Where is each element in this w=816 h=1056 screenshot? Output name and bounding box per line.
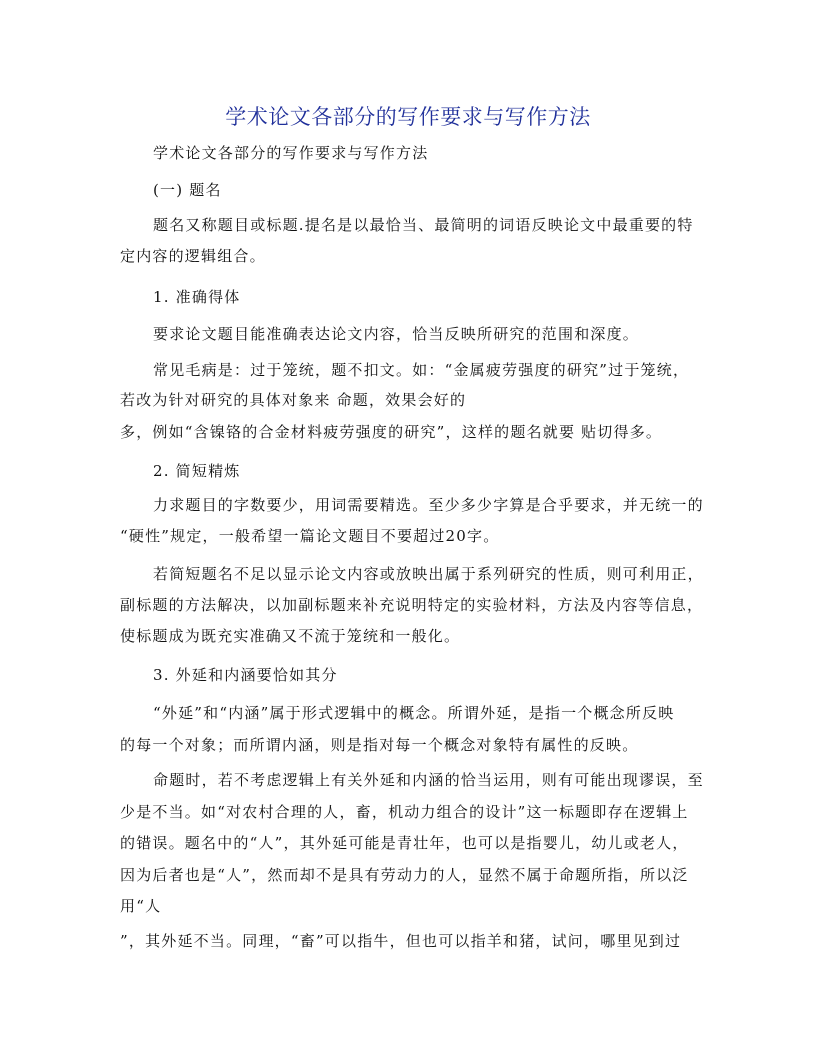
subtitle-line: 学术论文各部分的写作要求与写作方法	[153, 144, 429, 162]
subheading-2: 2. 简短精炼	[153, 462, 241, 480]
paragraph-line: ”，其外延不当。同理，“畜”可以指牛，但也可以指羊和猪，试问，哪里见到过	[120, 932, 682, 950]
paragraph-line: 若改为针对研究的具体对象来 命题，效果会好的	[120, 391, 467, 409]
paragraph-line: “外延”和“内涵”属于形式逻辑中的概念。所谓外延，是指一个概念所反映	[153, 704, 675, 722]
document-title: 学术论文各部分的写作要求与写作方法	[225, 105, 591, 129]
subheading-3: 3. 外延和内涵要恰如其分	[153, 666, 338, 684]
section-heading: (一) 题名	[153, 181, 222, 199]
paragraph-line: 因为后者也是“人”，然而却不是具有劳动力的人，显然不属于命题所指，所以泛	[120, 866, 689, 884]
paragraph-line: 常见毛病是：过于笼统，题不扣文。如：“金属疲劳强度的研究”过于笼统，	[153, 361, 690, 379]
paragraph-line: 用“人	[120, 897, 162, 915]
paragraph-line: 的错误。题名中的“人”，其外延可能是青壮年，也可以是指婴儿，幼儿或老人，	[120, 834, 689, 852]
paragraph-line: 的每一个对象；而所谓内涵，则是指对每一个概念对象特有属性的反映。	[120, 736, 639, 754]
paragraph-line: 定内容的逻辑组合。	[120, 247, 266, 265]
paragraph-line: 少是不当。如“对农村合理的人，畜，机动力组合的设计”这一标题即存在逻辑上	[120, 803, 689, 821]
paragraph-line: 若简短题名不足以显示论文内容或放映出属于系列研究的性质，则可利用正，	[153, 565, 704, 583]
paragraph-line: 要求论文题目能准确表达论文内容，恰当反映所研究的范围和深度。	[153, 325, 640, 343]
paragraph-line: 力求题目的字数要少，用词需要精选。至少多少字算是合乎要求，并无统一的	[153, 496, 704, 514]
subheading-1: 1. 准确得体	[153, 288, 241, 306]
paragraph-line: 使标题成为既充实准确又不流于笼统和一般化。	[120, 627, 461, 645]
paragraph-line: 多，例如“含镍铬的合金材料疲劳强度的研究”，这样的题名就要 贴切得多。	[120, 423, 663, 441]
paragraph-line: “硬性”规定，一般希望一篇论文题目不要超过20字。	[120, 527, 500, 545]
paragraph-line: 副标题的方法解决，以加副标题来补充说明特定的实验材料，方法及内容等信息，	[120, 596, 704, 614]
paragraph-line: 题名又称题目或标题.提名是以最恰当、最简明的词语反映论文中最重要的特	[153, 216, 694, 234]
paragraph-line: 命题时，若不考虑逻辑上有关外延和内涵的恰当运用，则有可能出现谬误，至	[153, 771, 704, 789]
